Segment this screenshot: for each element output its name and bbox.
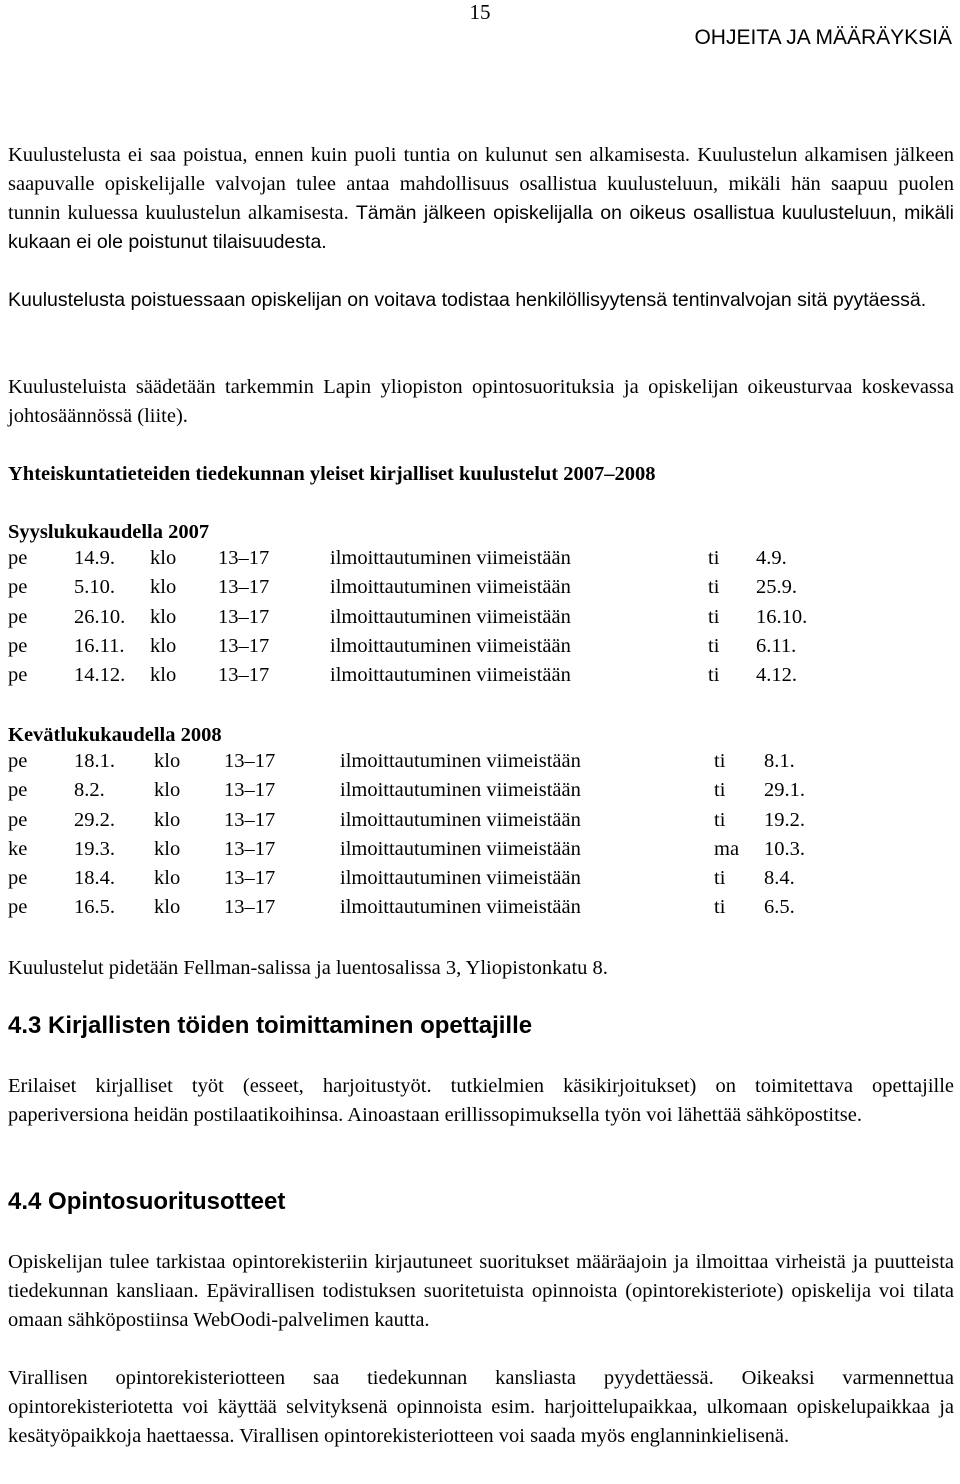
schedule-klo: klo: [150, 605, 177, 628]
schedule-deadline-weekday: ti: [708, 576, 720, 599]
schedule-deadline-date: 6.11.: [756, 634, 797, 657]
exam-location: Kuulustelut pidetään Fellman-salissa ja luentosalissa 3, Yliopistonkatu 8.: [8, 957, 608, 979]
schedule-weekday: pe: [8, 896, 28, 919]
schedule-time: 13–17: [218, 605, 270, 628]
paragraph-exam-rules-end: Tämän jälkeen opiskelijalla on oikeus osallistua kuulusteluun, mikäli kukaan ei ole poistunut tilaisuudesta.: [8, 202, 954, 253]
page-number: 15: [469, 0, 491, 24]
schedule-klo: klo: [154, 808, 181, 831]
schedule-date: 19.3.: [74, 837, 115, 860]
schedule-registration-label: ilmoittautuminen viimeistään: [340, 750, 581, 772]
schedule-date: 14.12.: [74, 664, 126, 687]
schedule-deadline-date: 8.1.: [764, 750, 795, 772]
schedule-time: 13–17: [224, 779, 276, 802]
schedule-weekday: pe: [8, 779, 28, 802]
schedule-registration-label: ilmoittautuminen viimeistään: [330, 576, 571, 599]
schedule-deadline-weekday: ti: [714, 867, 726, 890]
schedule-deadline-date: 6.5.: [764, 896, 795, 919]
schedule-registration-label: ilmoittautuminen viimeistään: [340, 867, 581, 890]
schedule-weekday: pe: [8, 547, 28, 569]
schedule-deadline-weekday: ti: [714, 896, 726, 919]
schedule-deadline-date: 16.10.: [756, 605, 808, 628]
schedule-registration-label: ilmoittautuminen viimeistään: [340, 808, 581, 831]
schedule-deadline-date: 4.12.: [756, 664, 797, 687]
schedule-date: 14.9.: [74, 547, 115, 569]
schedule-registration-label: ilmoittautuminen viimeistään: [340, 779, 581, 802]
schedule-klo: klo: [154, 896, 181, 919]
section-4-4-heading: 4.4 Opintosuoritusotteet: [8, 1188, 286, 1215]
running-title: OHJEITA JA MÄÄRÄYKSIÄ: [694, 26, 952, 49]
schedule-klo: klo: [150, 634, 177, 657]
schedule-time: 13–17: [224, 808, 276, 831]
section-4-3-text: Erilaiset kirjalliset työt (esseet, harjoitustyöt. tutkielmien käsikirjoitukset) on toimitettava opettajille paperiversiona heidän postilaatikoihinsa. Ainoastaan erillissopimuksella työn voi lähettää sähköpostitse.: [8, 1075, 954, 1126]
schedule-date: 26.10.: [74, 605, 126, 628]
section-4-3-heading: 4.3 Kirjallisten töiden toimittaminen opettajille: [8, 1012, 533, 1039]
schedule-time: 13–17: [218, 634, 270, 657]
schedule-date: 18.4.: [74, 867, 115, 890]
schedule-time: 13–17: [224, 867, 276, 890]
schedule-weekday: pe: [8, 664, 28, 687]
schedule-deadline-weekday: ti: [708, 547, 720, 569]
schedule-weekday: pe: [8, 576, 28, 599]
schedule-klo: klo: [154, 837, 181, 860]
schedule-time: 13–17: [218, 664, 270, 687]
schedule-klo: klo: [154, 779, 181, 802]
schedule-deadline-date: 25.9.: [756, 576, 797, 599]
schedule-klo: klo: [150, 576, 177, 599]
schedule-weekday: pe: [8, 808, 28, 831]
schedule-deadline-weekday: ti: [714, 808, 726, 831]
schedule-deadline-date: 29.1.: [764, 779, 805, 802]
paragraph-identification: Kuulustelusta poistuessaan opiskelijan on voitava todistaa henkilöllisyytensä tentinvalvojan sitä pyytäessä.: [8, 289, 927, 311]
schedule-deadline-weekday: ti: [714, 779, 726, 802]
paragraph-exam-rules: [8, 141, 954, 257]
autumn-title: Syyslukukaudella 2007: [8, 521, 210, 543]
schedule-deadline-date: 4.9.: [756, 547, 787, 569]
schedule-date: 18.1.: [74, 750, 115, 772]
schedule-registration-label: ilmoittautuminen viimeistään: [330, 547, 571, 569]
schedule-klo: klo: [154, 750, 181, 772]
section-4-4-text-2: Virallisen opintorekisteriotteen saa tiedekunnan kansliasta pyydettäessä. Oikeaksi varmennettua opintorekisteriotetta voi käyttää selvityksenä opinnoista esim. harjoittelupaikkaa, ulkomaan opiskelupaikkaa ja kesätyöpaikkoja haettaessa. Virallisen opintorekisteriotteen voi saada myös englanninkielisenä.: [8, 1367, 954, 1447]
schedule-klo: klo: [150, 664, 177, 687]
schedule-deadline-date: 8.4.: [764, 867, 795, 890]
schedule-deadline-weekday: ti: [708, 634, 720, 657]
exams-title: Yhteiskuntatieteiden tiedekunnan yleiset kirjalliset kuulustelut 2007–2008: [8, 463, 656, 485]
schedule-weekday: pe: [8, 605, 28, 628]
schedule-deadline-weekday: ti: [708, 664, 720, 687]
schedule-registration-label: ilmoittautuminen viimeistään: [330, 664, 571, 687]
schedule-weekday: pe: [8, 867, 28, 890]
schedule-time: 13–17: [218, 547, 270, 569]
schedule-weekday: pe: [8, 750, 28, 772]
schedule-date: 5.10.: [74, 576, 115, 599]
schedule-date: 8.2.: [74, 779, 105, 802]
schedule-registration-label: ilmoittautuminen viimeistään: [340, 837, 581, 860]
section-4-4-text-1: Opiskelijan tulee tarkistaa opintorekisteriin kirjautuneet suoritukset määräajoin ja ilmoittaa virheistä ja puutteista tiedekunnan kansliaan. Epävirallisen todistuksen suoritetuista opinnoista (opintorekisteriote) opiskelija voi tilata omaan sähköpostiinsa WebOodi-palvelimen kautta.: [8, 1251, 954, 1331]
schedule-registration-label: ilmoittautuminen viimeistään: [330, 634, 571, 657]
paragraph-regulations: Kuulusteluista säädetään tarkemmin Lapin yliopiston opintosuorituksia ja opiskelijan oikeusturvaa koskevassa johtosäännössä (liite).: [8, 376, 954, 427]
paragraph-exam-rules-start: Kuulustelusta ei saa poistua, ennen kuin puoli tuntia on kulunut sen alkamisesta. Kuulustelun alkamisen jälkeen saapuvalle opiskelijalle valvojan tulee antaa mahdollisuus osallistua kuulusteluun, mikäli hän saapuu puolen tunnin kuluessa kuulustelun alkamisesta.: [8, 144, 954, 224]
schedule-deadline-weekday: ti: [714, 750, 726, 772]
schedule-date: 29.2.: [74, 808, 115, 831]
schedule-registration-label: ilmoittautuminen viimeistään: [330, 605, 571, 628]
schedule-deadline-date: 19.2.: [764, 808, 805, 831]
schedule-klo: klo: [150, 547, 177, 569]
schedule-time: 13–17: [224, 750, 276, 772]
schedule-weekday: ke: [8, 837, 28, 860]
schedule-deadline-weekday: ma: [714, 837, 740, 860]
spring-title: Kevätlukukaudella 2008: [8, 724, 222, 746]
schedule-date: 16.5.: [74, 896, 115, 919]
schedule-deadline-weekday: ti: [708, 605, 720, 628]
schedule-klo: klo: [154, 867, 181, 890]
schedule-time: 13–17: [224, 896, 276, 919]
schedule-time: 13–17: [218, 576, 270, 599]
schedule-date: 16.11.: [74, 634, 125, 657]
schedule-registration-label: ilmoittautuminen viimeistään: [340, 896, 581, 919]
schedule-deadline-date: 10.3.: [764, 837, 805, 860]
schedule-time: 13–17: [224, 837, 276, 860]
schedule-weekday: pe: [8, 634, 28, 657]
